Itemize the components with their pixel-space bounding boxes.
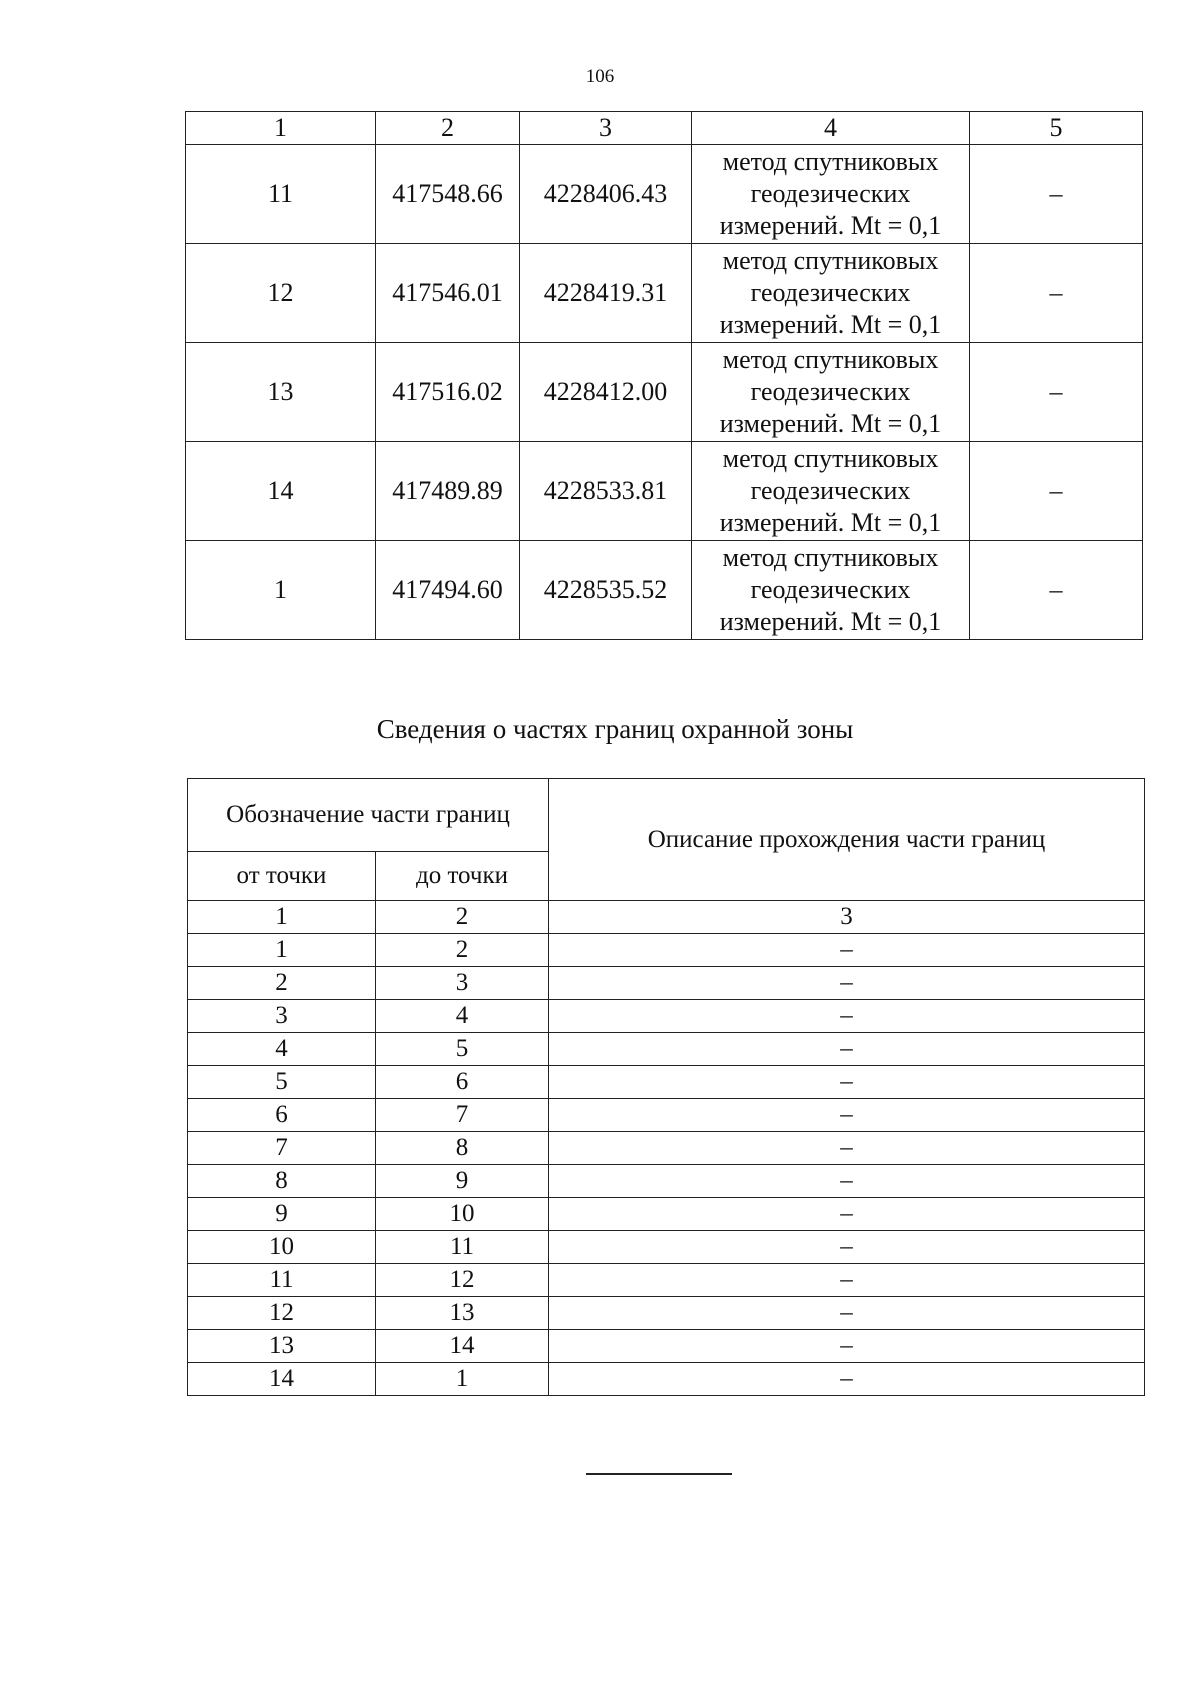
to-point-cell: 3	[376, 967, 549, 1000]
coordinates-row	[186, 442, 1143, 541]
to-point-cell: 11	[376, 1231, 549, 1264]
method-line: геодезических	[750, 575, 911, 604]
column-number-cell: 2	[376, 901, 549, 934]
description-cell: –	[549, 934, 1145, 967]
table-row	[188, 967, 1145, 1000]
to-point-cell: 12	[376, 1264, 549, 1297]
y-coordinate-cell: 4228406.43	[520, 145, 692, 244]
col5-cell: –	[970, 244, 1143, 343]
description-cell: –	[549, 1000, 1145, 1033]
description-cell: –	[549, 1132, 1145, 1165]
col5-cell: –	[970, 145, 1143, 244]
from-point-header-cell: от точки	[188, 852, 376, 901]
method-cell	[692, 343, 970, 442]
to-point-cell: 4	[376, 1000, 549, 1033]
coordinates-body	[186, 145, 1143, 640]
method-cell	[692, 145, 970, 244]
from-point-cell: 3	[188, 1000, 376, 1033]
designation-header-cell: Обозначение части границ	[188, 779, 549, 852]
x-coordinate-cell: 417489.89	[376, 442, 520, 541]
point-cell: 1	[186, 541, 376, 640]
method-line: геодезических	[750, 377, 911, 406]
to-point-cell: 7	[376, 1099, 549, 1132]
y-coordinate-cell: 4228535.52	[520, 541, 692, 640]
boundary-parts-table	[187, 778, 1145, 1396]
x-coordinate-cell: 417494.60	[376, 541, 520, 640]
end-rule-divider	[586, 1473, 732, 1475]
method-line: метод спутниковых	[722, 543, 939, 572]
description-cell: –	[549, 1198, 1145, 1231]
table-row	[188, 1198, 1145, 1231]
table-row	[188, 934, 1145, 967]
to-point-cell: 13	[376, 1297, 549, 1330]
col5-cell: –	[970, 343, 1143, 442]
from-point-cell: 9	[188, 1198, 376, 1231]
description-cell: –	[549, 1165, 1145, 1198]
from-point-cell: 5	[188, 1066, 376, 1099]
parts-header-row	[188, 779, 1145, 852]
to-point-header-cell: до точки	[376, 852, 549, 901]
table-row	[188, 1132, 1145, 1165]
from-point-cell: 14	[188, 1363, 376, 1396]
section-title: Сведения о частях границ охранной зоны	[376, 714, 854, 744]
from-point-cell: 13	[188, 1330, 376, 1363]
coordinates-row	[186, 244, 1143, 343]
method-line: метод спутниковых	[722, 147, 939, 176]
table-row	[188, 1033, 1145, 1066]
description-cell: –	[549, 1264, 1145, 1297]
coordinates-row	[186, 541, 1143, 640]
table-row	[188, 1363, 1145, 1396]
description-cell: –	[549, 1066, 1145, 1099]
description-cell: –	[549, 1033, 1145, 1066]
col5-cell: –	[970, 541, 1143, 640]
from-point-cell: 11	[188, 1264, 376, 1297]
method-cell	[692, 541, 970, 640]
description-cell: –	[549, 1330, 1145, 1363]
column-number-cell: 5	[970, 112, 1143, 145]
description-cell: –	[549, 967, 1145, 1000]
coordinates-header-row	[186, 112, 1143, 145]
from-point-cell: 4	[188, 1033, 376, 1066]
from-point-cell: 1	[188, 934, 376, 967]
to-point-cell: 14	[376, 1330, 549, 1363]
from-point-cell: 12	[188, 1297, 376, 1330]
y-coordinate-cell: 4228533.81	[520, 442, 692, 541]
description-cell: –	[549, 1297, 1145, 1330]
table-row	[188, 1066, 1145, 1099]
point-cell: 14	[186, 442, 376, 541]
x-coordinate-cell: 417516.02	[376, 343, 520, 442]
column-number-cell: 2	[376, 112, 520, 145]
column-number-cell: 1	[188, 901, 376, 934]
coordinates-row	[186, 145, 1143, 244]
x-coordinate-cell: 417546.01	[376, 244, 520, 343]
method-line: измерений. Mt = 0,1	[719, 607, 942, 636]
table-row	[188, 1264, 1145, 1297]
col5-cell: –	[970, 442, 1143, 541]
point-cell: 12	[186, 244, 376, 343]
to-point-cell: 10	[376, 1198, 549, 1231]
from-point-cell: 10	[188, 1231, 376, 1264]
column-number-cell: 1	[186, 112, 376, 145]
method-line: геодезических	[750, 476, 911, 505]
method-line: геодезических	[750, 278, 911, 307]
y-coordinate-cell: 4228412.00	[520, 343, 692, 442]
description-cell: –	[549, 1099, 1145, 1132]
table-row	[188, 1165, 1145, 1198]
from-point-cell: 6	[188, 1099, 376, 1132]
page-number: 106	[585, 66, 615, 87]
from-point-cell: 8	[188, 1165, 376, 1198]
column-number-cell: 3	[520, 112, 692, 145]
from-point-cell: 2	[188, 967, 376, 1000]
description-cell: –	[549, 1231, 1145, 1264]
description-header-cell: Описание прохождения части границ	[549, 779, 1145, 901]
x-coordinate-cell: 417548.66	[376, 145, 520, 244]
coordinates-table	[185, 111, 1143, 640]
to-point-cell: 8	[376, 1132, 549, 1165]
parts-number-row	[188, 901, 1145, 934]
method-line: измерений. Mt = 0,1	[719, 310, 942, 339]
from-point-cell: 7	[188, 1132, 376, 1165]
method-line: метод спутниковых	[722, 246, 939, 275]
method-line: метод спутниковых	[722, 345, 939, 374]
point-cell: 11	[186, 145, 376, 244]
method-line: геодезических	[750, 179, 911, 208]
to-point-cell: 5	[376, 1033, 549, 1066]
point-cell: 13	[186, 343, 376, 442]
method-line: измерений. Mt = 0,1	[719, 508, 942, 537]
y-coordinate-cell: 4228419.31	[520, 244, 692, 343]
table-row	[188, 1231, 1145, 1264]
method-line: измерений. Mt = 0,1	[719, 211, 942, 240]
table-row	[188, 1099, 1145, 1132]
parts-body	[188, 934, 1145, 1396]
table-row	[188, 1297, 1145, 1330]
column-number-cell: 4	[692, 112, 970, 145]
method-line: измерений. Mt = 0,1	[719, 409, 942, 438]
description-cell: –	[549, 1363, 1145, 1396]
to-point-cell: 9	[376, 1165, 549, 1198]
table-row	[188, 1000, 1145, 1033]
method-cell	[692, 244, 970, 343]
coordinates-row	[186, 343, 1143, 442]
method-cell	[692, 442, 970, 541]
method-line: метод спутниковых	[722, 444, 939, 473]
table-row	[188, 1330, 1145, 1363]
to-point-cell: 6	[376, 1066, 549, 1099]
to-point-cell: 2	[376, 934, 549, 967]
column-number-cell: 3	[549, 901, 1145, 934]
to-point-cell: 1	[376, 1363, 549, 1396]
